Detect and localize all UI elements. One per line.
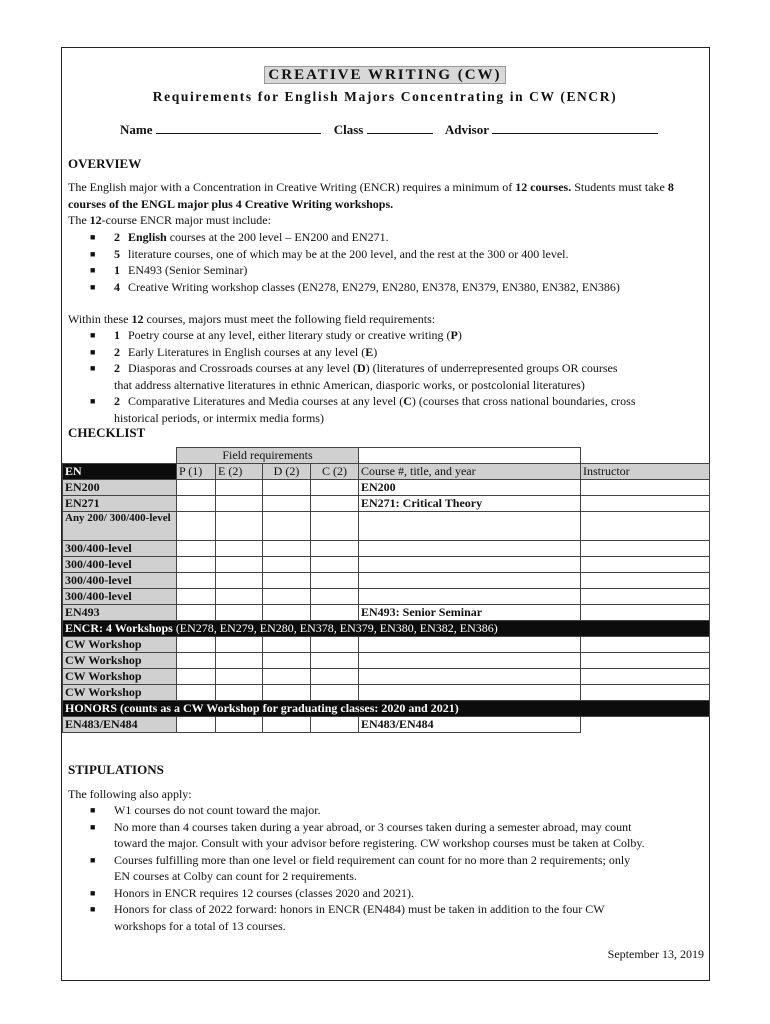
- col-header-instructor: Instructor: [581, 464, 710, 480]
- document-title: CREATIVE WRITING (CW): [0, 66, 770, 84]
- instructor-cell[interactable]: [581, 685, 710, 701]
- overview-heading: OVERVIEW: [68, 156, 142, 171]
- checkbox-cell[interactable]: [177, 496, 216, 512]
- row-label: EN493: [63, 605, 177, 621]
- col-header-c: C (2): [311, 464, 359, 480]
- instructor-cell[interactable]: [581, 557, 710, 573]
- checkbox-cell[interactable]: [177, 480, 216, 496]
- checkbox-cell[interactable]: [311, 557, 359, 573]
- instructor-cell[interactable]: [581, 669, 710, 685]
- honors-header: HONORS (counts as a CW Workshop for graduating classes: 2020 and 2021): [63, 701, 710, 717]
- course-cell[interactable]: [359, 512, 581, 541]
- table-row: [63, 717, 710, 733]
- encr-workshops-header: ENCR: 4 Workshops (EN278, EN279, EN280, EN378, EN379, EN380, EN382, EN386): [63, 621, 710, 637]
- field-requirements-header: Field requirements: [177, 448, 359, 464]
- checkbox-cell[interactable]: [216, 653, 263, 669]
- checkbox-cell[interactable]: [311, 589, 359, 605]
- checkbox-cell[interactable]: [263, 653, 311, 669]
- stipulations-list: [68, 802, 713, 934]
- class-field[interactable]: [367, 122, 433, 134]
- advisor-field[interactable]: [492, 122, 658, 134]
- instructor-cell[interactable]: [581, 605, 710, 621]
- row-label: 300/400-level: [63, 573, 177, 589]
- advisor-label: Advisor: [444, 122, 489, 137]
- name-field[interactable]: [156, 122, 321, 134]
- checkbox-cell[interactable]: [263, 685, 311, 701]
- course-cell[interactable]: EN200: [359, 480, 581, 496]
- document-date: September 13, 2019: [607, 947, 704, 961]
- checkbox-cell[interactable]: [311, 717, 359, 733]
- list-item: ■ W1 courses do not count toward the major.: [90, 803, 321, 817]
- field-requirements-intro: Within these 12 courses, majors must meet the following field requirements:: [68, 312, 436, 326]
- row-label: EN200: [63, 480, 177, 496]
- overview-intro: The English major with a Concentration in Creative Writing (ENCR) requires a minimum of 12 courses. Students must take 8 courses of the ENGL major plus 4 Creative Writing workshops. The 12-course ENCR major must include:: [68, 180, 674, 227]
- checkbox-cell[interactable]: [177, 557, 216, 573]
- checkbox-cell[interactable]: [216, 637, 263, 653]
- course-cell[interactable]: EN493: Senior Seminar: [359, 605, 581, 621]
- checklist-heading: CHECKLIST: [68, 425, 146, 440]
- instructor-cell[interactable]: [581, 541, 710, 557]
- section-header-row: [63, 701, 710, 717]
- checkbox-cell[interactable]: [311, 573, 359, 589]
- col-header-course: Course #, title, and year: [359, 464, 581, 480]
- col-header-d: D (2): [263, 464, 311, 480]
- checkbox-cell[interactable]: [177, 541, 216, 557]
- checkbox-cell[interactable]: [263, 557, 311, 573]
- table-row: [63, 653, 710, 669]
- checkbox-cell[interactable]: [216, 480, 263, 496]
- checkbox-cell[interactable]: [177, 637, 216, 653]
- course-cell[interactable]: EN483/EN484: [359, 717, 581, 733]
- col-header-en: EN: [63, 464, 177, 480]
- table-row: [63, 573, 710, 589]
- course-cell[interactable]: [359, 669, 581, 685]
- col-header-e: E (2): [216, 464, 263, 480]
- checkbox-cell[interactable]: [263, 717, 311, 733]
- table-row: [63, 605, 710, 621]
- field-requirements-list: [68, 327, 708, 426]
- list-item: ■ 2 Diasporas and Crossroads courses at any level (D) (literatures of underrepresented groups OR courses that address alternative literatures in ethnic American, diasporic works, or postcolonial literatures): [90, 361, 618, 392]
- checkbox-cell[interactable]: [311, 512, 359, 541]
- stipulations-heading: STIPULATIONS: [68, 762, 164, 777]
- overview-requirements-list: [68, 229, 708, 295]
- checkbox-cell[interactable]: [216, 605, 263, 621]
- table-row: [63, 589, 710, 605]
- table-row: [63, 496, 710, 512]
- instructor-cell[interactable]: [581, 717, 710, 733]
- table-row: [63, 637, 710, 653]
- course-cell[interactable]: [359, 589, 581, 605]
- instructor-cell[interactable]: [581, 512, 710, 541]
- checkbox-cell[interactable]: [263, 512, 311, 541]
- table-row: [63, 685, 710, 701]
- checkbox-cell[interactable]: [311, 669, 359, 685]
- instructor-cell[interactable]: [581, 589, 710, 605]
- checkbox-cell[interactable]: [263, 669, 311, 685]
- checkbox-cell[interactable]: [311, 480, 359, 496]
- stipulations-intro: The following also apply:: [68, 787, 192, 801]
- row-label: 300/400-level: [63, 589, 177, 605]
- list-item: ■ Honors in ENCR requires 12 courses (classes 2020 and 2021).: [90, 885, 414, 900]
- checkbox-cell[interactable]: [311, 496, 359, 512]
- instructor-cell[interactable]: [581, 637, 710, 653]
- course-cell[interactable]: [359, 637, 581, 653]
- checkbox-cell[interactable]: [177, 512, 216, 541]
- checkbox-cell[interactable]: [311, 541, 359, 557]
- checkbox-cell[interactable]: [216, 717, 263, 733]
- row-label: 300/400-level: [63, 541, 177, 557]
- checkbox-cell[interactable]: [177, 685, 216, 701]
- row-label: CW Workshop: [63, 669, 177, 685]
- checkbox-cell[interactable]: [311, 685, 359, 701]
- list-item: ■ Honors for class of 2022 forward: honors in ENCR (EN484) must be taken in addition to the four CW workshops for a total of 13 courses.: [90, 902, 605, 933]
- checkbox-cell[interactable]: [216, 589, 263, 605]
- table-row: [63, 541, 710, 557]
- checkbox-cell[interactable]: [311, 637, 359, 653]
- list-item: ■ Courses fulfilling more than one level or field requirement can count for no more than 2 requirements; only EN courses at Colby can count for 2 requirements.: [90, 852, 631, 883]
- student-info-line: [120, 122, 658, 138]
- table-row: [63, 557, 710, 573]
- table-header-row: [63, 464, 710, 480]
- checkbox-cell[interactable]: [263, 496, 311, 512]
- checkbox-cell[interactable]: [216, 512, 263, 541]
- list-item: ■ 4 Creative Writing workshop classes (EN278, EN279, EN280, EN378, EN379, EN380, EN382, EN386): [90, 279, 620, 294]
- list-item: ■ 1 Poetry course at any level, either literary study or creative writing (P): [90, 328, 462, 342]
- course-cell[interactable]: [359, 653, 581, 669]
- class-label: Class: [333, 122, 364, 137]
- table-row: [63, 669, 710, 685]
- section-header-row: [63, 621, 710, 637]
- row-label: CW Workshop: [63, 637, 177, 653]
- table-row: [63, 480, 710, 496]
- checkbox-cell[interactable]: [216, 496, 263, 512]
- list-item: ■ 1 EN493 (Senior Seminar): [90, 263, 248, 277]
- checkbox-cell[interactable]: [177, 669, 216, 685]
- checkbox-cell[interactable]: [263, 637, 311, 653]
- instructor-cell[interactable]: [581, 653, 710, 669]
- row-label: EN271: [63, 496, 177, 512]
- checkbox-cell[interactable]: [177, 653, 216, 669]
- name-label: Name: [120, 122, 153, 137]
- list-item: ■ 5 literature courses, one of which may be at the 200 level, and the rest at the 300 or 400 level.: [90, 246, 569, 261]
- instructor-cell[interactable]: [581, 480, 710, 496]
- instructor-cell[interactable]: [581, 496, 710, 512]
- list-item: ■ 2 English courses at the 200 level – EN200 and EN271.: [90, 230, 389, 244]
- table-row: [63, 512, 710, 541]
- list-item: ■ No more than 4 courses taken during a year abroad, or 3 courses taken during a semester abroad, may count toward the major. Consult with your advisor before registering. CW workshop courses must be taken at Colby.: [90, 819, 645, 850]
- checkbox-cell[interactable]: [216, 557, 263, 573]
- checkbox-cell[interactable]: [263, 480, 311, 496]
- instructor-cell[interactable]: [581, 573, 710, 589]
- checkbox-cell[interactable]: [263, 589, 311, 605]
- checkbox-cell[interactable]: [177, 589, 216, 605]
- row-label: CW Workshop: [63, 653, 177, 669]
- checkbox-cell[interactable]: [177, 605, 216, 621]
- checkbox-cell[interactable]: [216, 541, 263, 557]
- row-label: CW Workshop: [63, 685, 177, 701]
- checkbox-cell[interactable]: [311, 653, 359, 669]
- checkbox-cell[interactable]: [263, 573, 311, 589]
- row-label: 300/400-level: [63, 557, 177, 573]
- checklist-table: [62, 447, 710, 733]
- course-cell[interactable]: [359, 541, 581, 557]
- checkbox-cell[interactable]: [311, 605, 359, 621]
- course-cell[interactable]: EN271: Critical Theory: [359, 496, 581, 512]
- document-subtitle: Requirements for English Majors Concentrating in CW (ENCR): [152, 89, 618, 104]
- checkbox-cell[interactable]: [177, 717, 216, 733]
- list-item: ■ 2 Early Literatures in English courses at any level (E): [90, 344, 378, 359]
- row-label: Any 200/ 300/400-level: [63, 512, 177, 541]
- course-cell[interactable]: [359, 685, 581, 701]
- course-cell[interactable]: [359, 557, 581, 573]
- col-header-p: P (1): [177, 464, 216, 480]
- course-cell[interactable]: [359, 573, 581, 589]
- checkbox-cell[interactable]: [263, 541, 311, 557]
- table-row: [63, 448, 710, 464]
- checkbox-cell[interactable]: [216, 669, 263, 685]
- row-label: EN483/EN484: [63, 717, 177, 733]
- checkbox-cell[interactable]: [263, 605, 311, 621]
- checkbox-cell[interactable]: [216, 685, 263, 701]
- checkbox-cell[interactable]: [177, 573, 216, 589]
- list-item: ■ 2 Comparative Literatures and Media courses at any level (C) (courses that cross national boundaries, cross historical periods, or intermix media forms): [90, 394, 636, 425]
- checkbox-cell[interactable]: [216, 573, 263, 589]
